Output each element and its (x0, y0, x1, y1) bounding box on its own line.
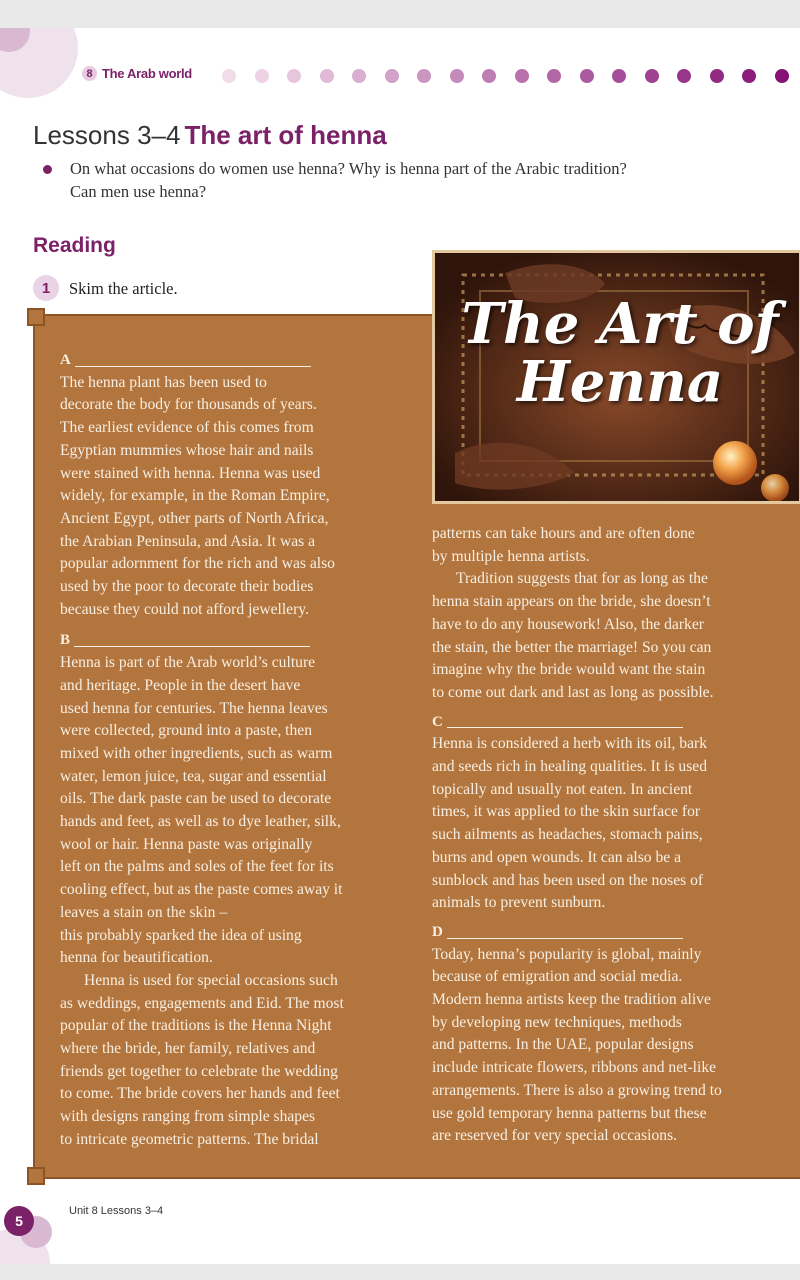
article-line: this probably sparked the idea of using (60, 926, 302, 944)
article-line: have to do any housework! Also, the darker (432, 615, 704, 633)
section-b-paragraph-3 (432, 568, 800, 704)
header-dot (482, 69, 496, 83)
article-line: arrangements. There is also a growing trend to (432, 1081, 722, 1099)
article-line: such ailments as headaches, stomach pains, (432, 826, 703, 844)
article-line: The henna plant has been used to (60, 373, 267, 391)
henna-photo (432, 250, 800, 504)
article-line: were collected, ground into a paste, then (60, 722, 313, 740)
footer-text: Unit 8 Lessons 3–4 (69, 1205, 164, 1217)
frame-corner (27, 1167, 45, 1185)
article-line: The earliest evidence of this comes from (60, 419, 314, 437)
article-line: are reserved for very special occasions. (432, 1127, 678, 1145)
header-dot (450, 69, 464, 83)
article-line: because of emigration and social media. (432, 968, 683, 986)
article-line: with designs ranging from simple shapes (60, 1108, 316, 1126)
article-line: henna for beautification. (60, 949, 213, 967)
article-column-left (60, 349, 420, 1152)
article-line: to intricate geometric patterns. The bridal (60, 1130, 319, 1148)
discussion-line: On what occasions do women use henna? Why is henna part of the Arabic tradition? (70, 159, 627, 178)
header-dot (612, 69, 626, 83)
article-line: Henna is considered a herb with its oil, bark (432, 735, 707, 753)
section-d-text (432, 944, 800, 1148)
section-label: B (60, 632, 71, 649)
header-dot (320, 69, 334, 83)
article-line: and heritage. People in the desert have (60, 676, 301, 694)
article-line: left on the palms and soles of the feet for its (60, 858, 334, 876)
article-line: henna stain appears on the bride, she doesn’t (432, 593, 711, 611)
article-line: used henna for centuries. The henna leaves (60, 699, 328, 717)
header-dot (255, 69, 269, 83)
article-line: popular adornment for the rich and was also (60, 555, 335, 573)
section-d-heading (432, 921, 800, 944)
header-dot (710, 69, 724, 83)
section-b-paragraph-2 (60, 970, 420, 1152)
article-line: animals to prevent sunburn. (432, 894, 606, 912)
answer-blank[interactable] (447, 938, 683, 939)
header-dot (385, 69, 399, 83)
article-line: times, it was applied to the skin surface for (432, 803, 701, 821)
article-line: popular of the traditions is the Henna Night (60, 1017, 332, 1035)
article-line: and seeds rich in healing qualities. It is used (432, 758, 707, 776)
article-line: mixed with other ingredients, such as warm (60, 744, 333, 762)
header-dot (417, 69, 431, 83)
article-line: the stain, the better the marriage! So you can (432, 638, 712, 656)
textbook-page (0, 28, 800, 1264)
reading-heading: Reading (33, 234, 116, 257)
article-line: because they could not afford jewellery. (60, 600, 309, 618)
article-line: used by the poor to decorate their bodies (60, 578, 314, 596)
header-dot (352, 69, 366, 83)
answer-blank[interactable] (75, 366, 311, 367)
header-dot (515, 69, 529, 83)
article-line: imagine why the bride would want the stain (432, 661, 706, 679)
article-line: water, lemon juice, tea, sugar and essential (60, 767, 327, 785)
discussion-line: Can men use henna? (70, 182, 207, 201)
discussion-questions (70, 157, 770, 203)
answer-blank[interactable] (74, 646, 310, 647)
header-dot (677, 69, 691, 83)
article-line: by multiple henna artists. (432, 547, 590, 565)
section-c-heading (432, 711, 800, 734)
article-line: use gold temporary henna patterns but these (432, 1104, 707, 1122)
section-b-text (60, 652, 420, 970)
photo-title (435, 291, 800, 415)
article-line: patterns can take hours and are often done (432, 525, 695, 542)
article-line: topically and usually not eaten. In ancient (432, 780, 693, 798)
article-line: and patterns. In the UAE, popular designs (432, 1036, 694, 1054)
article-line: hands and feet, as well as to dye leather, silk, (60, 813, 341, 831)
section-a-text (60, 372, 420, 622)
article-line: Henna is used for special occasions such (84, 971, 338, 989)
section-label: A (60, 351, 71, 368)
bullet-icon (43, 165, 52, 174)
header-dot (287, 69, 301, 83)
header-dots (222, 69, 800, 83)
article-line: friends get together to celebrate the wedding (60, 1062, 338, 1080)
section-c-text (432, 733, 800, 915)
article-line: oils. The dark paste can be used to decorate (60, 790, 332, 808)
article-line: burns and open wounds. It can also be a (432, 848, 682, 866)
header-dot (645, 69, 659, 83)
article-line: by developing new techniques, methods (432, 1013, 682, 1031)
section-b-heading (60, 629, 420, 652)
article-line: Modern henna artists keep the tradition alive (432, 991, 711, 1009)
section-b-continued (432, 523, 800, 568)
frame-corner (27, 308, 45, 326)
article-line: as weddings, engagements and Eid. The most (60, 994, 344, 1012)
article-line: sunblock and has been used on the noses of (432, 871, 704, 889)
article-line: Tradition suggests that for as long as the (456, 570, 708, 588)
section-label: C (432, 713, 443, 730)
photo-title-line: The Art of (461, 291, 779, 357)
article-line: to come out dark and last as long as possible. (432, 683, 714, 701)
article-line: cooling effect, but as the paste comes away it (60, 881, 343, 899)
page-number: 5 (4, 1206, 34, 1236)
header-dot (775, 69, 789, 83)
photo-title-line: Henna (516, 349, 724, 415)
section-a-heading (60, 349, 420, 372)
article-line: were stained with henna. Henna was used (60, 464, 321, 482)
unit-header (82, 66, 192, 81)
article-line: Egyptian mummies whose hair and nails (60, 441, 314, 459)
article-line: where the bride, her family, relatives and (60, 1040, 316, 1058)
section-label: D (432, 923, 443, 940)
unit-number-badge: 8 (82, 66, 97, 81)
header-dot (580, 69, 594, 83)
article-line: include intricate flowers, ribbons and net-like (432, 1059, 717, 1077)
article-line: the Arabian Peninsula, and Asia. It was a (60, 532, 316, 550)
article-line: Ancient Egypt, other parts of North Africa, (60, 509, 329, 527)
exercise-instruction: Skim the article. (69, 279, 178, 298)
lesson-main-title: The art of henna (184, 120, 387, 150)
article-line: decorate the body for thousands of years. (60, 396, 317, 414)
answer-blank[interactable] (447, 727, 683, 728)
article-line: Today, henna’s popularity is global, mainly (432, 945, 702, 963)
article-line: leaves a stain on the skin – (60, 903, 228, 921)
lesson-prefix: Lessons 3–4 (33, 120, 181, 150)
header-dot (222, 69, 236, 83)
lesson-title (33, 120, 387, 151)
unit-title: The Arab world (102, 66, 192, 81)
exercise-number-badge: 1 (33, 275, 59, 301)
article-line: widely, for example, in the Roman Empire, (60, 487, 330, 505)
article-column-right (432, 523, 800, 1148)
article-line: to come. The bride covers her hands and feet (60, 1085, 340, 1103)
article-line: Henna is part of the Arab world’s culture (60, 654, 316, 672)
header-dot (742, 69, 756, 83)
header-dot (547, 69, 561, 83)
article-line: wool or hair. Henna paste was originally (60, 835, 313, 853)
